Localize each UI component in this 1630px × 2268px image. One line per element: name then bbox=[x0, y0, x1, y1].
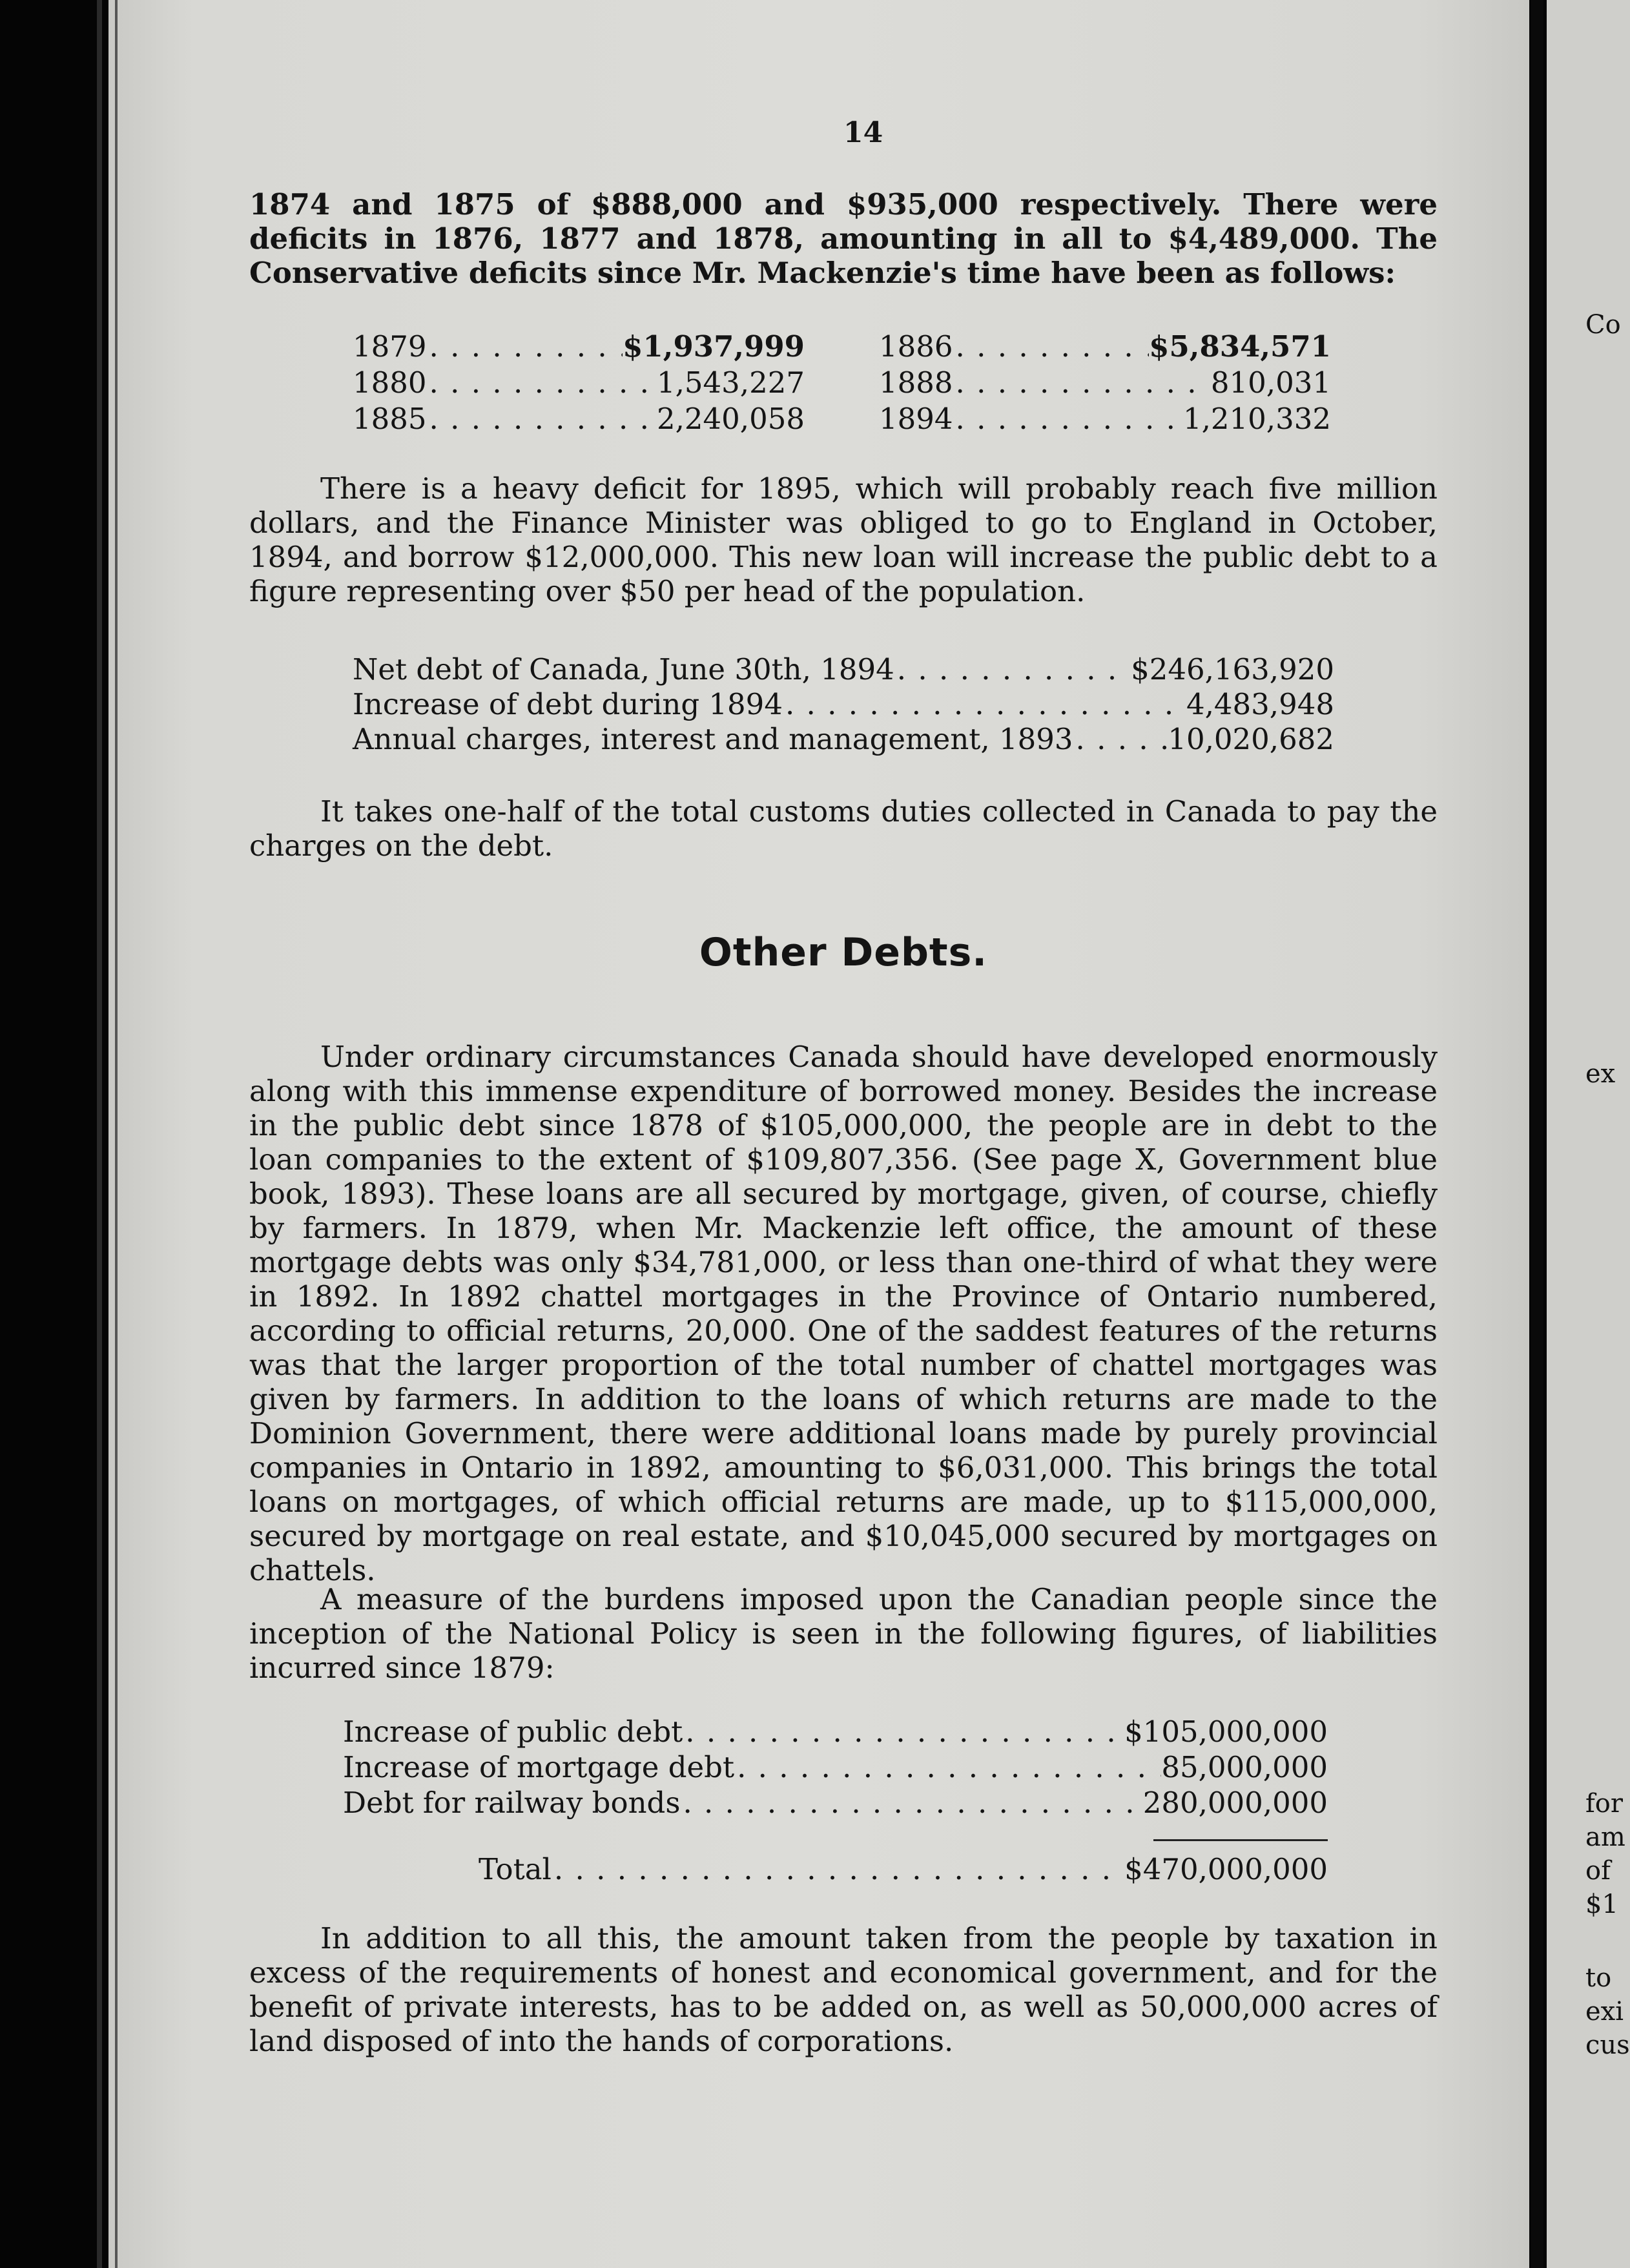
facing-page bbox=[1547, 0, 1630, 2268]
facing-page-fragment: exi bbox=[1585, 1997, 1624, 2026]
debt-row: Annual charges, interest and management, 1893 . . . 10,020,682 bbox=[353, 722, 1334, 756]
deficit-paragraph: There is a heavy deficit for 1895, which will probably reach five million dollars, and the Finance Minister was obliged to go to England in October, 1894, and borrow $12,000,000. This new loan will increase the public debt to a figure representing over $50 per head of the population. bbox=[249, 471, 1438, 608]
debt-row: Net debt of Canada, June 30th, 1894 . . . $246,163,920 bbox=[353, 652, 1334, 686]
gutter bbox=[1531, 0, 1543, 2268]
facing-page-fragment: of bbox=[1585, 1856, 1611, 1886]
facing-page-fragment: am bbox=[1585, 1822, 1625, 1852]
liability-row: Increase of public debt . . . $105,000,000 bbox=[343, 1715, 1328, 1749]
page-number: 14 bbox=[843, 116, 883, 149]
page-edge-line bbox=[115, 0, 118, 2268]
facing-page-fragment: $1 bbox=[1585, 1890, 1618, 1919]
deficit-row: 1888 . . . 810,031 bbox=[879, 366, 1331, 400]
deficit-row: 1885 . . . 2,240,058 bbox=[353, 402, 805, 436]
intro-paragraph: 1874 and 1875 of $888,000 and $935,000 respectively. There were deficits in 1876, 1877 and 1878, amounting in all to $4,489,000. The Conservative deficits since Mr. Mackenzie's time have been as follows: bbox=[249, 187, 1438, 290]
liability-row: Debt for railway bonds . . . 280,000,000 bbox=[343, 1786, 1328, 1820]
burdens-paragraph: A measure of the burdens imposed upon the Canadian people since the inception of the National Policy is seen in the following figures, of liabilities incurred since 1879: bbox=[249, 1582, 1438, 1685]
deficit-row: 1880 . . . 1,543,227 bbox=[353, 366, 805, 400]
final-paragraph: In addition to all this, the amount taken from the people by taxation in excess of the requirements of honest and economical government, and for the benefit of private interests, has to be added on, as well as 50,000,000 acres of land disposed of into the hands of corporations. bbox=[249, 1921, 1438, 2058]
facing-page-fragment: ex bbox=[1585, 1059, 1616, 1089]
deficit-row: 1879 . . . $1,937,999 bbox=[353, 329, 805, 364]
facing-page-fragment: for bbox=[1585, 1789, 1624, 1819]
debt-row: Increase of debt during 1894 . . . 4,483,948 bbox=[353, 687, 1334, 721]
customs-paragraph: It takes one-half of the total customs duties collected in Canada to pay the charges on the debt. bbox=[249, 794, 1438, 863]
facing-page-fragment: cus bbox=[1585, 2030, 1630, 2060]
facing-page-fragment: to bbox=[1585, 1963, 1612, 1993]
other-debts-paragraph: Under ordinary circumstances Canada should have developed enormously along with this immense expenditure of borrowed money. Besides the increase in the public debt since 1878 of $105,000,000, the people are in debt to the loan companies to the extent of $109,807,356. (See page X, Government blue book, 1893). These loans are all secured by mortgage, given, of course, chiefly by farmers. In 1879, when Mr. Mackenzie left office, the amount of these mortgage debts was only $34,781,000, or less than one-third of what they were in 1892. In 1892 chattel mortgages in the Province of Ontario numbered, according to official returns, 20,000. One of the saddest features of the returns was that the larger proportion of the total number of chattel mortgages was given by farmers. In addition to the loans of which returns are made to the Dominion Government, there were additional loans made by purely provincial companies in Ontario in 1892, amounting to $6,031,000. This brings the total loans on mortgages, of which official returns are made, up to $115,000,000, secured by mortgage on real estate, and $10,045,000 secured by mortgages on chattels. bbox=[249, 1040, 1438, 1587]
section-heading: Other Debts. bbox=[699, 930, 988, 975]
page-edge-line bbox=[97, 0, 102, 2268]
facing-page-fragment: Co bbox=[1585, 310, 1621, 340]
deficit-row: 1894 . . . 1,210,332 bbox=[879, 402, 1331, 436]
sum-rule bbox=[1153, 1839, 1328, 1841]
deficit-row: 1886 . . . $5,834,571 bbox=[879, 329, 1331, 364]
liability-row: Increase of mortgage debt . . . 85,000,000 bbox=[343, 1750, 1328, 1784]
total-row: Total . . . $470,000,000 bbox=[479, 1852, 1328, 1886]
